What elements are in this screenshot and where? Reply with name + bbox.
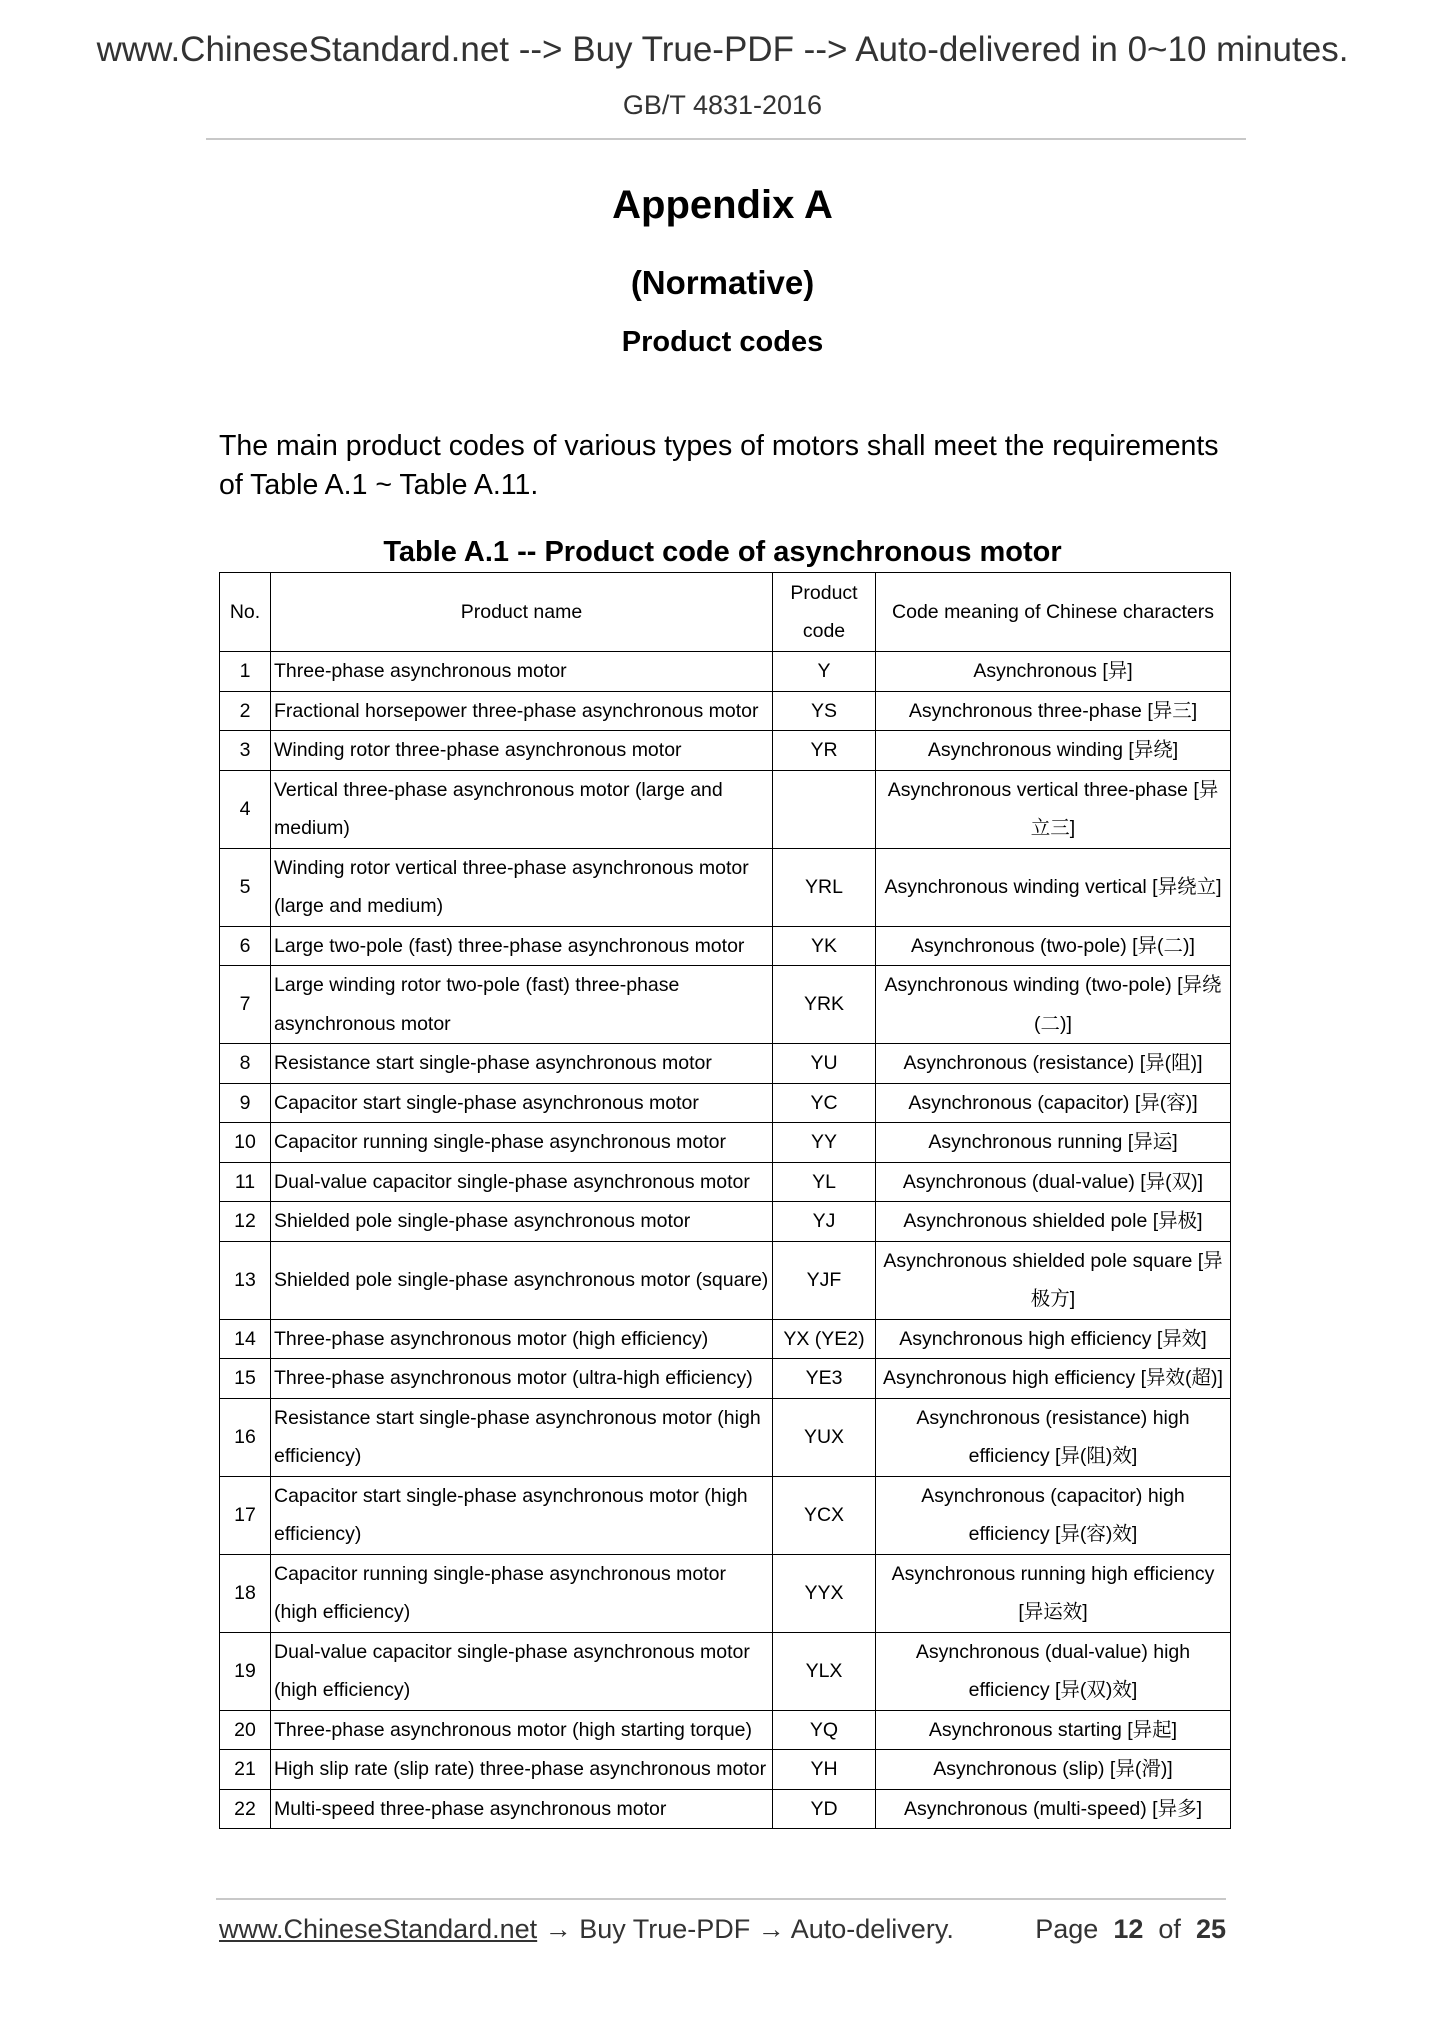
cell-product-code: YRK: [773, 966, 876, 1044]
header-banner: www.ChineseStandard.net --> Buy True-PDF --> Auto-delivered in 0~10 minutes.: [96, 30, 1349, 69]
cell-code-meaning: Asynchronous (slip) [异(滑)]: [876, 1750, 1231, 1790]
cell-code-meaning: Asynchronous (capacitor) [异(容)]: [876, 1083, 1231, 1123]
cell-code-meaning: Asynchronous shielded pole square [异极方]: [876, 1241, 1231, 1319]
cell-no: 22: [220, 1789, 271, 1829]
table-row: [220, 652, 1231, 692]
cell-product-name: Vertical three-phase asynchronous motor (large and medium): [271, 770, 773, 848]
cell-product-name: Three-phase asynchronous motor (ultra-high efficiency): [271, 1359, 773, 1399]
cell-product-name: Large winding rotor two-pole (fast) three-phase asynchronous motor: [271, 966, 773, 1044]
product-code-table: [219, 572, 1231, 1829]
cell-product-code: YCX: [773, 1476, 876, 1554]
cell-code-meaning: Asynchronous (two-pole) [异(二)]: [876, 926, 1231, 966]
table-row: [220, 926, 1231, 966]
cell-code-meaning: Asynchronous (resistance) [异(阻)]: [876, 1044, 1231, 1084]
cell-product-name: Capacitor running single-phase asynchronous motor (high efficiency): [271, 1554, 773, 1632]
table-caption: Table A.1 -- Product code of asynchronous motor: [383, 536, 1062, 568]
table-row: [220, 1202, 1231, 1242]
cell-product-code: YH: [773, 1750, 876, 1790]
cell-no: 20: [220, 1710, 271, 1750]
cell-product-code: YUX: [773, 1398, 876, 1476]
cell-product-code: [773, 770, 876, 848]
cell-no: 7: [220, 966, 271, 1044]
cell-no: 14: [220, 1319, 271, 1359]
cell-no: 17: [220, 1476, 271, 1554]
cell-no: 21: [220, 1750, 271, 1790]
table-row: [220, 1083, 1231, 1123]
header-no: No.: [220, 573, 271, 652]
table-row: [220, 691, 1231, 731]
table-row: [220, 848, 1231, 926]
page-total: 25: [1195, 1914, 1226, 1944]
section-heading: Product codes: [621, 326, 824, 358]
cell-product-code: Y: [773, 652, 876, 692]
cell-product-code: YU: [773, 1044, 876, 1084]
cell-code-meaning: Asynchronous winding vertical [异绕立]: [876, 848, 1231, 926]
page-current: 12: [1113, 1914, 1144, 1944]
cell-code-meaning: Asynchronous (resistance) high efficiency [异(阻)效]: [876, 1398, 1231, 1476]
cell-product-code: YD: [773, 1789, 876, 1829]
cell-product-name: Winding rotor three-phase asynchronous motor: [271, 731, 773, 771]
page-indicator: [1035, 1914, 1226, 1945]
cell-code-meaning: Asynchronous starting [异起]: [876, 1710, 1231, 1750]
footer-tagline: → Buy True-PDF → Auto-delivery.: [537, 1914, 954, 1944]
page-of: of: [1158, 1914, 1181, 1944]
cell-no: 1: [220, 652, 271, 692]
cell-code-meaning: Asynchronous winding [异绕]: [876, 731, 1231, 771]
standard-id: GB/T 4831-2016: [622, 90, 823, 120]
cell-product-name: Winding rotor vertical three-phase asynchronous motor (large and medium): [271, 848, 773, 926]
table-row: [220, 1162, 1231, 1202]
cell-no: 3: [220, 731, 271, 771]
cell-no: 4: [220, 770, 271, 848]
table-row: [220, 1398, 1231, 1476]
cell-no: 8: [220, 1044, 271, 1084]
cell-code-meaning: Asynchronous (multi-speed) [异多]: [876, 1789, 1231, 1829]
cell-product-name: Dual-value capacitor single-phase asynchronous motor: [271, 1162, 773, 1202]
cell-code-meaning: Asynchronous (dual-value) [异(双)]: [876, 1162, 1231, 1202]
cell-code-meaning: Asynchronous shielded pole [异极]: [876, 1202, 1231, 1242]
header-product-code: Product code: [773, 573, 876, 652]
cell-product-name: Three-phase asynchronous motor: [271, 652, 773, 692]
cell-product-code: YL: [773, 1162, 876, 1202]
cell-product-code: YJ: [773, 1202, 876, 1242]
cell-code-meaning: Asynchronous vertical three-phase [异立三]: [876, 770, 1231, 848]
table-row: [220, 1632, 1231, 1710]
table-row: [220, 1789, 1231, 1829]
cell-product-name: Dual-value capacitor single-phase asynchronous motor (high efficiency): [271, 1632, 773, 1710]
appendix-subtitle: (Normative): [630, 264, 815, 301]
header-product-name: Product name: [271, 573, 773, 652]
cell-product-code: YJF: [773, 1241, 876, 1319]
table-row: [220, 770, 1231, 848]
cell-no: 6: [220, 926, 271, 966]
cell-product-name: Large two-pole (fast) three-phase asynchronous motor: [271, 926, 773, 966]
cell-product-code: YC: [773, 1083, 876, 1123]
cell-product-code: YRL: [773, 848, 876, 926]
cell-product-name: Three-phase asynchronous motor (high efficiency): [271, 1319, 773, 1359]
header-divider: [206, 138, 1246, 140]
cell-code-meaning: Asynchronous [异]: [876, 652, 1231, 692]
table-row: [220, 1750, 1231, 1790]
cell-product-name: Fractional horsepower three-phase asynchronous motor: [271, 691, 773, 731]
intro-paragraph: The main product codes of various types of motors shall meet the requirements of Table A.1 ~ Table A.11.: [219, 430, 1219, 501]
cell-code-meaning: Asynchronous three-phase [异三]: [876, 691, 1231, 731]
cell-product-name: Capacitor start single-phase asynchronous motor (high efficiency): [271, 1476, 773, 1554]
cell-no: 11: [220, 1162, 271, 1202]
table-row: [220, 1319, 1231, 1359]
cell-no: 12: [220, 1202, 271, 1242]
cell-code-meaning: Asynchronous (dual-value) high efficiency [异(双)效]: [876, 1632, 1231, 1710]
table-row: [220, 1359, 1231, 1399]
appendix-title: Appendix A: [612, 183, 833, 227]
table-row: [220, 1241, 1231, 1319]
table-row: [220, 1710, 1231, 1750]
cell-no: 10: [220, 1123, 271, 1163]
cell-product-code: YY: [773, 1123, 876, 1163]
cell-product-name: Capacitor start single-phase asynchronous motor: [271, 1083, 773, 1123]
cell-product-code: YLX: [773, 1632, 876, 1710]
table-header-row: [220, 573, 1231, 652]
cell-product-name: Shielded pole single-phase asynchronous motor (square): [271, 1241, 773, 1319]
table-row: [220, 1044, 1231, 1084]
cell-no: 2: [220, 691, 271, 731]
cell-product-code: YK: [773, 926, 876, 966]
cell-no: 5: [220, 848, 271, 926]
cell-code-meaning: Asynchronous high efficiency [异效]: [876, 1319, 1231, 1359]
cell-product-code: YS: [773, 691, 876, 731]
footer-link[interactable]: www.ChineseStandard.net: [219, 1914, 538, 1944]
table-row: [220, 1554, 1231, 1632]
cell-no: 13: [220, 1241, 271, 1319]
cell-product-code: YX (YE2): [773, 1319, 876, 1359]
table-row: [220, 1476, 1231, 1554]
cell-product-code: YQ: [773, 1710, 876, 1750]
cell-no: 15: [220, 1359, 271, 1399]
cell-product-code: YE3: [773, 1359, 876, 1399]
table-row: [220, 731, 1231, 771]
table-row: [220, 966, 1231, 1044]
cell-no: 9: [220, 1083, 271, 1123]
cell-product-name: Capacitor running single-phase asynchronous motor: [271, 1123, 773, 1163]
cell-code-meaning: Asynchronous high efficiency [异效(超)]: [876, 1359, 1231, 1399]
cell-product-code: YR: [773, 731, 876, 771]
cell-code-meaning: Asynchronous running high efficiency [异运效]: [876, 1554, 1231, 1632]
cell-no: 18: [220, 1554, 271, 1632]
cell-no: 19: [220, 1632, 271, 1710]
header-code-meaning: Code meaning of Chinese characters: [876, 573, 1231, 652]
cell-no: 16: [220, 1398, 271, 1476]
cell-product-name: High slip rate (slip rate) three-phase asynchronous motor: [271, 1750, 773, 1790]
page-label: Page: [1035, 1914, 1099, 1944]
cell-product-code: YYX: [773, 1554, 876, 1632]
cell-product-name: Resistance start single-phase asynchronous motor (high efficiency): [271, 1398, 773, 1476]
cell-product-name: Shielded pole single-phase asynchronous motor: [271, 1202, 773, 1242]
cell-code-meaning: Asynchronous winding (two-pole) [异绕(二)]: [876, 966, 1231, 1044]
footer: [219, 1914, 1226, 1954]
cell-product-name: Multi-speed three-phase asynchronous motor: [271, 1789, 773, 1829]
cell-product-name: Three-phase asynchronous motor (high starting torque): [271, 1710, 773, 1750]
footer-divider: [216, 1898, 1226, 1900]
table-row: [220, 1123, 1231, 1163]
cell-product-name: Resistance start single-phase asynchronous motor: [271, 1044, 773, 1084]
cell-code-meaning: Asynchronous (capacitor) high efficiency [异(容)效]: [876, 1476, 1231, 1554]
cell-code-meaning: Asynchronous running [异运]: [876, 1123, 1231, 1163]
